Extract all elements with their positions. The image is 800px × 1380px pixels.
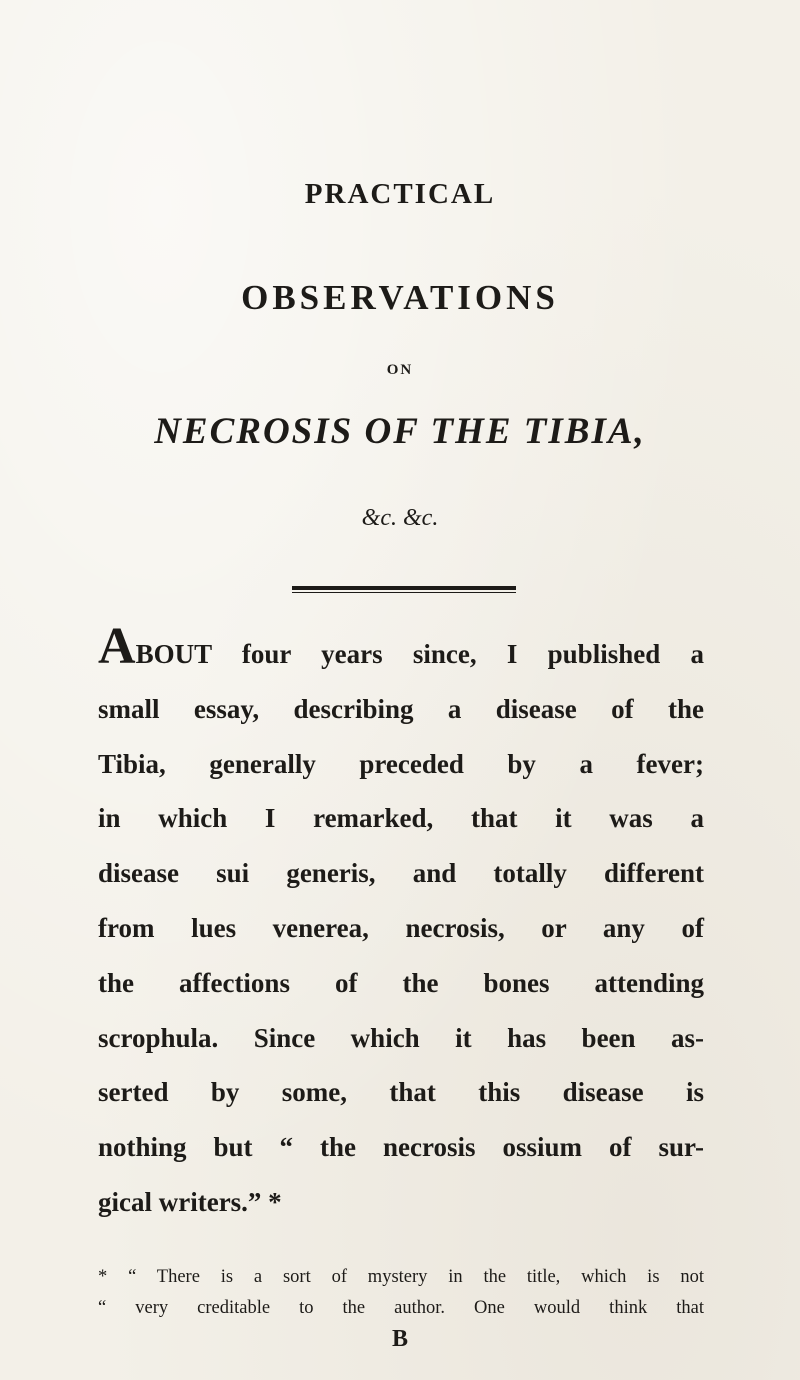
text-line-rest: BOUT four years since, I published a — [135, 639, 704, 669]
text-line: the affections of the bones attending — [98, 967, 704, 998]
signature-mark: B — [391, 1326, 408, 1352]
title-line-on: ON — [386, 362, 414, 378]
text-line: small essay, describing a disease of the — [98, 693, 704, 724]
main-title: NECROSIS OF THE TIBIA, — [154, 411, 646, 452]
title-line-practical: PRACTICAL — [304, 178, 496, 210]
text-line: from lues venerea, necrosis, or any of — [98, 912, 704, 943]
text-line: scrophula. Since which it has been as- — [98, 1022, 704, 1053]
body-paragraph — [98, 618, 704, 1230]
text-line: disease sui generis, and totally different — [98, 858, 704, 889]
text-line — [98, 618, 704, 682]
footnote-line: * “ There is a sort of mystery in the title, which is not — [98, 1267, 704, 1287]
text-line: Tibia, generally preceded by a fever; — [98, 748, 704, 779]
text-line: serted by some, that this disease is — [98, 1077, 704, 1108]
text-line: gical writers.” * — [98, 1186, 282, 1217]
drop-cap: A — [98, 618, 136, 675]
section-divider-rule — [292, 586, 516, 590]
title-etc: &c. &c. — [361, 505, 439, 531]
title-line-observations: OBSERVATIONS — [241, 278, 559, 317]
text-line: in which I remarked, that it was a — [98, 803, 704, 834]
footnote — [98, 1262, 704, 1324]
text-line: nothing but “ the necrosis ossium of sur- — [98, 1132, 704, 1163]
footnote-line: “ very creditable to the author. One would think that — [98, 1298, 704, 1318]
